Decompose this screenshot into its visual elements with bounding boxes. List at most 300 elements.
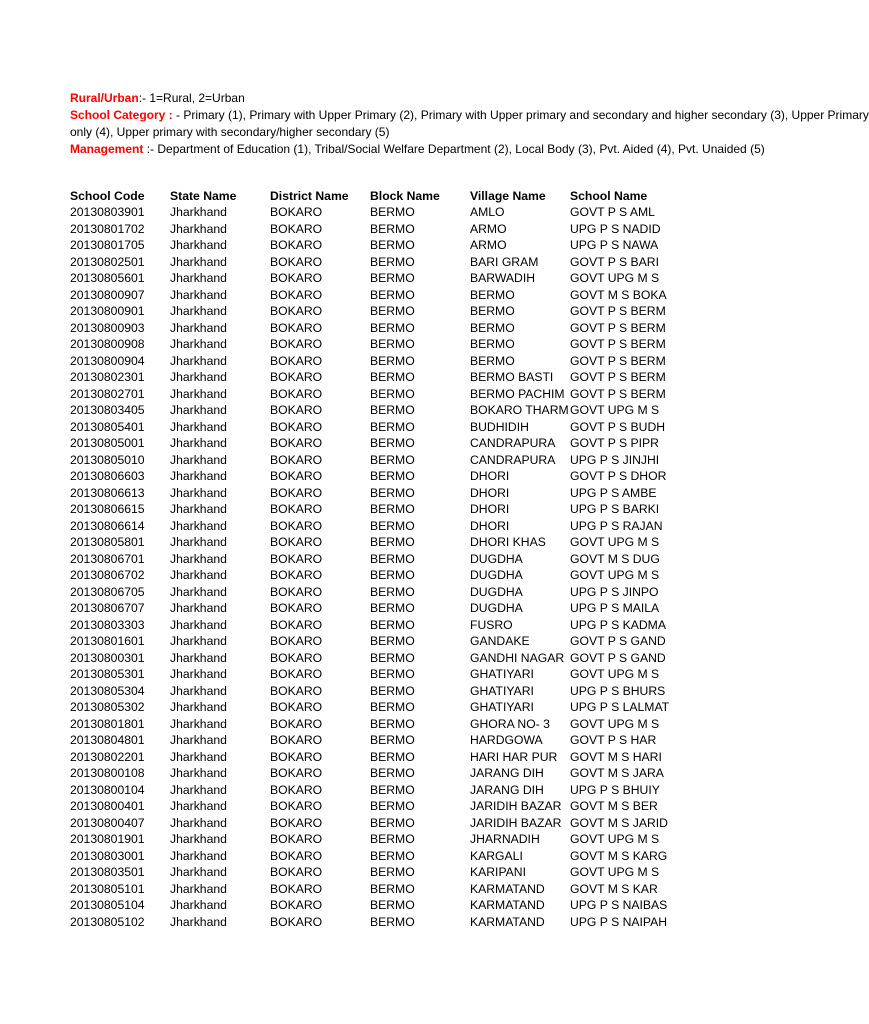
- cell-school-code: 20130803001: [70, 848, 145, 863]
- cell-district-name: BOKARO: [270, 749, 323, 764]
- cell-village-name: GHATIYARI: [470, 667, 534, 682]
- cell-school-code: 20130801702: [70, 221, 145, 236]
- cell-block-name: BERMO: [370, 749, 415, 764]
- cell-block-name: BERMO: [370, 254, 415, 269]
- table-row: [70, 419, 670, 436]
- table-row: [70, 815, 670, 832]
- cell-district-name: BOKARO: [270, 634, 323, 649]
- cell-block-name: BERMO: [370, 221, 415, 236]
- cell-state-name: Jharkhand: [170, 601, 227, 616]
- cell-block-name: BERMO: [370, 403, 415, 418]
- cell-school-name: UPG P S BHURS: [570, 683, 666, 698]
- legend-rural-urban: [70, 90, 668, 107]
- cell-village-name: BERMO PACHIM: [470, 386, 565, 401]
- legend-school-category: [70, 107, 869, 124]
- cell-village-name: ARMO: [470, 221, 507, 236]
- cell-district-name: BOKARO: [270, 271, 323, 286]
- cell-district-name: BOKARO: [270, 881, 323, 896]
- table-row: [70, 798, 670, 815]
- cell-school-name: GOVT P S DHOR: [570, 469, 667, 484]
- cell-block-name: BERMO: [370, 733, 415, 748]
- cell-school-name: UPG P S NAWA: [570, 238, 659, 253]
- table-row: [70, 386, 670, 403]
- table-row: [70, 765, 670, 782]
- cell-block-name: BERMO: [370, 700, 415, 715]
- cell-school-name: GOVT M S KAR: [570, 881, 658, 896]
- table-row: [70, 452, 670, 469]
- cell-school-name: GOVT UPG M S: [570, 865, 660, 880]
- cell-block-name: BERMO: [370, 452, 415, 467]
- cell-state-name: Jharkhand: [170, 419, 227, 434]
- cell-school-name: GOVT UPG M S: [570, 832, 660, 847]
- cell-school-code: 20130806603: [70, 469, 145, 484]
- table-row: [70, 435, 670, 452]
- cell-village-name: JHARNADIH: [470, 832, 540, 847]
- cell-district-name: BOKARO: [270, 733, 323, 748]
- table-row: [70, 666, 670, 683]
- table-row: [70, 254, 670, 271]
- cell-state-name: Jharkhand: [170, 898, 227, 913]
- cell-block-name: BERMO: [370, 436, 415, 451]
- table-row: [70, 650, 670, 667]
- cell-block-name: BERMO: [370, 881, 415, 896]
- cell-district-name: BOKARO: [270, 419, 323, 434]
- table-row: [70, 897, 670, 914]
- table-row: [70, 204, 670, 221]
- cell-state-name: Jharkhand: [170, 320, 227, 335]
- cell-state-name: Jharkhand: [170, 535, 227, 550]
- cell-school-name: UPG P S JINJHI: [570, 452, 660, 467]
- cell-school-name: UPG P S AMBE: [570, 485, 657, 500]
- cell-school-code: 20130805301: [70, 667, 145, 682]
- cell-school-name: GOVT P S AML: [570, 205, 655, 220]
- cell-village-name: GHORA NO- 3: [470, 716, 550, 731]
- cell-state-name: Jharkhand: [170, 881, 227, 896]
- cell-school-name: GOVT M S DUG: [570, 551, 660, 566]
- table-row: [70, 633, 670, 650]
- cell-block-name: BERMO: [370, 865, 415, 880]
- cell-block-name: BERMO: [370, 386, 415, 401]
- cell-district-name: BOKARO: [270, 287, 323, 302]
- cell-school-code: 20130806614: [70, 518, 145, 533]
- cell-district-name: BOKARO: [270, 254, 323, 269]
- table-row: [70, 567, 670, 584]
- cell-village-name: JARIDIH BAZAR: [470, 799, 562, 814]
- table-row: [70, 551, 670, 568]
- cell-block-name: BERMO: [370, 568, 415, 583]
- cell-district-name: BOKARO: [270, 716, 323, 731]
- cell-school-name: GOVT M S HARI: [570, 749, 662, 764]
- cell-state-name: Jharkhand: [170, 221, 227, 236]
- cell-school-code: 20130805601: [70, 271, 145, 286]
- cell-school-code: 20130805001: [70, 436, 145, 451]
- cell-district-name: BOKARO: [270, 617, 323, 632]
- cell-school-name: GOVT M S JARID: [570, 815, 668, 830]
- cell-block-name: BERMO: [370, 815, 415, 830]
- cell-state-name: Jharkhand: [170, 205, 227, 220]
- cell-village-name: BERMO: [470, 337, 515, 352]
- cell-village-name: DHORI: [470, 502, 510, 517]
- cell-school-code: 20130805801: [70, 535, 145, 550]
- cell-school-name: GOVT UPG M S: [570, 568, 660, 583]
- cell-district-name: BOKARO: [270, 469, 323, 484]
- cell-state-name: Jharkhand: [170, 683, 227, 698]
- table-row: [70, 369, 670, 386]
- cell-school-name: UPG P S RAJAN: [570, 518, 663, 533]
- cell-village-name: BUDHIDIH: [470, 419, 529, 434]
- cell-village-name: KARGALI: [470, 848, 523, 863]
- cell-district-name: BOKARO: [270, 304, 323, 319]
- cell-district-name: BOKARO: [270, 238, 323, 253]
- cell-village-name: BERMO: [470, 304, 515, 319]
- cell-school-name: GOVT P S BARI: [570, 254, 659, 269]
- cell-district-name: BOKARO: [270, 667, 323, 682]
- cell-block-name: BERMO: [370, 502, 415, 517]
- table-row: [70, 864, 670, 881]
- cell-block-name: BERMO: [370, 535, 415, 550]
- cell-village-name: DUGDHA: [470, 568, 523, 583]
- cell-block-name: BERMO: [370, 238, 415, 253]
- cell-block-name: BERMO: [370, 914, 415, 929]
- cell-block-name: BERMO: [370, 485, 415, 500]
- table-row: [70, 617, 670, 634]
- table-row: [70, 782, 670, 799]
- cell-village-name: DHORI: [470, 518, 510, 533]
- cell-village-name: CANDRAPURA: [470, 452, 556, 467]
- cell-block-name: BERMO: [370, 304, 415, 319]
- cell-block-name: BERMO: [370, 634, 415, 649]
- table-row: [70, 518, 670, 535]
- cell-block-name: BERMO: [370, 518, 415, 533]
- cell-school-name: GOVT M S KARG: [570, 848, 668, 863]
- cell-school-code: 20130806702: [70, 568, 145, 583]
- cell-village-name: BARWADIH: [470, 271, 536, 286]
- table-row: [70, 501, 670, 518]
- cell-state-name: Jharkhand: [170, 617, 227, 632]
- cell-village-name: DHORI: [470, 469, 510, 484]
- cell-state-name: Jharkhand: [170, 353, 227, 368]
- cell-state-name: Jharkhand: [170, 370, 227, 385]
- cell-school-code: 20130805302: [70, 700, 145, 715]
- cell-school-name: GOVT UPG M S: [570, 667, 660, 682]
- cell-district-name: BOKARO: [270, 518, 323, 533]
- cell-village-name: CANDRAPURA: [470, 436, 556, 451]
- cell-school-code: 20130805104: [70, 898, 145, 913]
- cell-block-name: BERMO: [370, 271, 415, 286]
- cell-state-name: Jharkhand: [170, 254, 227, 269]
- cell-state-name: Jharkhand: [170, 502, 227, 517]
- table-row: [70, 699, 670, 716]
- cell-state-name: Jharkhand: [170, 914, 227, 929]
- cell-state-name: Jharkhand: [170, 799, 227, 814]
- cell-district-name: BOKARO: [270, 766, 323, 781]
- cell-school-code: 20130802201: [70, 749, 145, 764]
- cell-school-code: 20130800301: [70, 650, 145, 665]
- cell-village-name: BERMO: [470, 353, 515, 368]
- cell-village-name: BERMO BASTI: [470, 370, 554, 385]
- cell-block-name: BERMO: [370, 469, 415, 484]
- cell-school-name: GOVT UPG M S: [570, 271, 660, 286]
- cell-school-code: 20130802501: [70, 254, 145, 269]
- cell-district-name: BOKARO: [270, 221, 323, 236]
- cell-state-name: Jharkhand: [170, 848, 227, 863]
- cell-block-name: BERMO: [370, 848, 415, 863]
- cell-state-name: Jharkhand: [170, 287, 227, 302]
- cell-district-name: BOKARO: [270, 848, 323, 863]
- cell-school-name: GOVT P S BERM: [570, 386, 666, 401]
- cell-school-name: UPG P S NADID: [570, 221, 661, 236]
- cell-state-name: Jharkhand: [170, 650, 227, 665]
- cell-school-name: UPG P S BHUIY: [570, 782, 660, 797]
- legend-block: [70, 90, 869, 158]
- cell-school-code: 20130805401: [70, 419, 145, 434]
- cell-village-name: JARANG DIH: [470, 766, 544, 781]
- legend-management-text: :- Department of Education (1), Tribal/Social Welfare Department (2), Local Body (3), Pvt. Aided (4), Pvt. Unaided (5): [146, 142, 765, 156]
- cell-district-name: BOKARO: [270, 568, 323, 583]
- cell-school-name: GOVT P S BERM: [570, 337, 666, 352]
- cell-district-name: BOKARO: [270, 320, 323, 335]
- cell-block-name: BERMO: [370, 782, 415, 797]
- cell-school-code: 20130805102: [70, 914, 145, 929]
- cell-school-code: 20130800104: [70, 782, 145, 797]
- cell-school-code: 20130800903: [70, 320, 145, 335]
- cell-village-name: DHORI: [470, 485, 510, 500]
- cell-school-name: GOVT M S BER: [570, 799, 658, 814]
- cell-village-name: AMLO: [470, 205, 505, 220]
- cell-school-code: 20130803501: [70, 865, 145, 880]
- cell-village-name: BERMO: [470, 287, 515, 302]
- cell-school-code: 20130805304: [70, 683, 145, 698]
- cell-school-name: UPG P S NAIBAS: [570, 898, 668, 913]
- cell-district-name: BOKARO: [270, 370, 323, 385]
- legend-management: [70, 141, 765, 158]
- cell-school-name: GOVT P S BERM: [570, 370, 666, 385]
- cell-district-name: BOKARO: [270, 914, 323, 929]
- cell-block-name: BERMO: [370, 320, 415, 335]
- cell-school-name: GOVT UPG M S: [570, 403, 660, 418]
- cell-school-name: GOVT P S HAR: [570, 733, 657, 748]
- cell-village-name: BERMO: [470, 320, 515, 335]
- cell-district-name: BOKARO: [270, 551, 323, 566]
- cell-block-name: BERMO: [370, 683, 415, 698]
- cell-state-name: Jharkhand: [170, 716, 227, 731]
- table-row: [70, 683, 670, 700]
- table-row: [70, 287, 670, 304]
- cell-state-name: Jharkhand: [170, 815, 227, 830]
- cell-district-name: BOKARO: [270, 436, 323, 451]
- cell-school-code: 20130800401: [70, 799, 145, 814]
- cell-district-name: BOKARO: [270, 403, 323, 418]
- cell-state-name: Jharkhand: [170, 766, 227, 781]
- cell-district-name: BOKARO: [270, 535, 323, 550]
- cell-school-name: GOVT UPG M S: [570, 535, 660, 550]
- table-row: [70, 221, 670, 238]
- cell-block-name: BERMO: [370, 353, 415, 368]
- cell-school-name: UPG P S BARKI: [570, 502, 660, 517]
- cell-block-name: BERMO: [370, 832, 415, 847]
- cell-state-name: Jharkhand: [170, 271, 227, 286]
- cell-block-name: BERMO: [370, 799, 415, 814]
- cell-state-name: Jharkhand: [170, 700, 227, 715]
- table-row: [70, 353, 670, 370]
- cell-district-name: BOKARO: [270, 386, 323, 401]
- cell-block-name: BERMO: [370, 898, 415, 913]
- cell-village-name: KARIPANI: [470, 865, 526, 880]
- cell-district-name: BOKARO: [270, 898, 323, 913]
- column-header-state-name: State Name: [170, 188, 237, 203]
- cell-block-name: BERMO: [370, 287, 415, 302]
- cell-village-name: JARANG DIH: [470, 782, 544, 797]
- table-row: [70, 320, 670, 337]
- spreadsheet-page: [70, 0, 869, 1024]
- table-header-row: [70, 187, 670, 204]
- table-row: [70, 584, 670, 601]
- cell-school-name: UPG P S NAIPAH: [570, 914, 668, 929]
- cell-block-name: BERMO: [370, 716, 415, 731]
- table-row: [70, 485, 670, 502]
- cell-school-name: UPG P S KADMA: [570, 617, 666, 632]
- cell-school-name: UPG P S LALMAT: [570, 700, 670, 715]
- cell-school-code: 20130806615: [70, 502, 145, 517]
- cell-district-name: BOKARO: [270, 815, 323, 830]
- column-header-school-name: School Name: [570, 188, 648, 203]
- table-row: [70, 336, 670, 353]
- table-row: [70, 600, 670, 617]
- cell-state-name: Jharkhand: [170, 667, 227, 682]
- cell-school-code: 20130800901: [70, 304, 145, 319]
- cell-village-name: GHATIYARI: [470, 700, 534, 715]
- table-row: [70, 914, 670, 931]
- cell-block-name: BERMO: [370, 650, 415, 665]
- cell-school-code: 20130803303: [70, 617, 145, 632]
- cell-district-name: BOKARO: [270, 485, 323, 500]
- cell-school-code: 20130801901: [70, 832, 145, 847]
- table-row: [70, 831, 670, 848]
- cell-state-name: Jharkhand: [170, 634, 227, 649]
- cell-state-name: Jharkhand: [170, 436, 227, 451]
- column-header-district-name: District Name: [270, 188, 349, 203]
- cell-block-name: BERMO: [370, 601, 415, 616]
- cell-school-name: GOVT M S JARA: [570, 766, 664, 781]
- table-row: [70, 716, 670, 733]
- cell-state-name: Jharkhand: [170, 238, 227, 253]
- cell-village-name: DUGDHA: [470, 551, 523, 566]
- cell-village-name: GHATIYARI: [470, 683, 534, 698]
- cell-school-code: 20130803901: [70, 205, 145, 220]
- cell-state-name: Jharkhand: [170, 865, 227, 880]
- legend-school-category-text-line2: only (4), Upper primary with secondary/higher secondary (5): [70, 125, 390, 139]
- table-row: [70, 270, 670, 287]
- cell-village-name: KARMATAND: [470, 881, 545, 896]
- cell-state-name: Jharkhand: [170, 452, 227, 467]
- cell-school-name: UPG P S JINPO: [570, 584, 659, 599]
- column-header-village-name: Village Name: [470, 188, 546, 203]
- cell-state-name: Jharkhand: [170, 518, 227, 533]
- cell-district-name: BOKARO: [270, 799, 323, 814]
- cell-school-code: 20130800108: [70, 766, 145, 781]
- cell-school-code: 20130802301: [70, 370, 145, 385]
- cell-school-name: GOVT P S PIPR: [570, 436, 659, 451]
- legend-management-label: Management: [70, 142, 147, 156]
- legend-rural-urban-text: :- 1=Rural, 2=Urban: [138, 91, 245, 105]
- cell-state-name: Jharkhand: [170, 782, 227, 797]
- cell-block-name: BERMO: [370, 617, 415, 632]
- cell-school-name: GOVT P S BERM: [570, 353, 666, 368]
- cell-village-name: DHORI KHAS: [470, 535, 546, 550]
- table-row: [70, 468, 670, 485]
- cell-village-name: HARDGOWA: [470, 733, 543, 748]
- cell-block-name: BERMO: [370, 667, 415, 682]
- cell-district-name: BOKARO: [270, 205, 323, 220]
- cell-school-code: 20130802701: [70, 386, 145, 401]
- cell-district-name: BOKARO: [270, 650, 323, 665]
- cell-school-code: 20130806707: [70, 601, 145, 616]
- table-row: [70, 732, 670, 749]
- cell-district-name: BOKARO: [270, 865, 323, 880]
- cell-school-code: 20130801601: [70, 634, 145, 649]
- cell-state-name: Jharkhand: [170, 403, 227, 418]
- cell-school-name: GOVT P S GAND: [570, 650, 666, 665]
- cell-village-name: GANDHI NAGAR: [470, 650, 565, 665]
- table-body: [70, 204, 670, 930]
- cell-school-name: GOVT P S BERM: [570, 304, 666, 319]
- cell-school-code: 20130806613: [70, 485, 145, 500]
- table-row: [70, 303, 670, 320]
- cell-school-code: 20130806705: [70, 584, 145, 599]
- cell-state-name: Jharkhand: [170, 568, 227, 583]
- cell-school-code: 20130804801: [70, 733, 145, 748]
- cell-state-name: Jharkhand: [170, 304, 227, 319]
- cell-block-name: BERMO: [370, 370, 415, 385]
- schools-table: [70, 187, 670, 930]
- cell-school-code: 20130805010: [70, 452, 145, 467]
- cell-village-name: JARIDIH BAZAR: [470, 815, 562, 830]
- column-header-school-code: School Code: [70, 188, 145, 203]
- cell-village-name: GANDAKE: [470, 634, 530, 649]
- cell-school-name: GOVT UPG M S: [570, 716, 660, 731]
- cell-state-name: Jharkhand: [170, 551, 227, 566]
- legend-school-category-text: - Primary (1), Primary with Upper Primary (2), Primary with Upper primary and secondary and higher secondary (3), Upper Primary: [176, 108, 869, 122]
- cell-block-name: BERMO: [370, 551, 415, 566]
- cell-district-name: BOKARO: [270, 502, 323, 517]
- cell-state-name: Jharkhand: [170, 584, 227, 599]
- cell-district-name: BOKARO: [270, 832, 323, 847]
- cell-school-name: GOVT P S BUDH: [570, 419, 666, 434]
- cell-state-name: Jharkhand: [170, 749, 227, 764]
- cell-school-code: 20130800908: [70, 337, 145, 352]
- cell-state-name: Jharkhand: [170, 733, 227, 748]
- cell-school-name: UPG P S MAILA: [570, 601, 660, 616]
- cell-village-name: DUGDHA: [470, 584, 523, 599]
- cell-district-name: BOKARO: [270, 452, 323, 467]
- cell-village-name: HARI HAR PUR: [470, 749, 558, 764]
- cell-village-name: FUSRO: [470, 617, 513, 632]
- column-header-block-name: Block Name: [370, 188, 440, 203]
- legend-school-category-line2: [70, 124, 668, 141]
- cell-district-name: BOKARO: [270, 337, 323, 352]
- cell-block-name: BERMO: [370, 584, 415, 599]
- table-row: [70, 402, 670, 419]
- cell-block-name: BERMO: [370, 337, 415, 352]
- cell-school-code: 20130805101: [70, 881, 145, 896]
- cell-school-code: 20130803405: [70, 403, 145, 418]
- cell-district-name: BOKARO: [270, 700, 323, 715]
- cell-school-name: GOVT M S BOKA: [570, 287, 667, 302]
- cell-state-name: Jharkhand: [170, 386, 227, 401]
- table-row: [70, 534, 670, 551]
- cell-district-name: BOKARO: [270, 601, 323, 616]
- cell-village-name: BOKARO THARM: [470, 403, 569, 418]
